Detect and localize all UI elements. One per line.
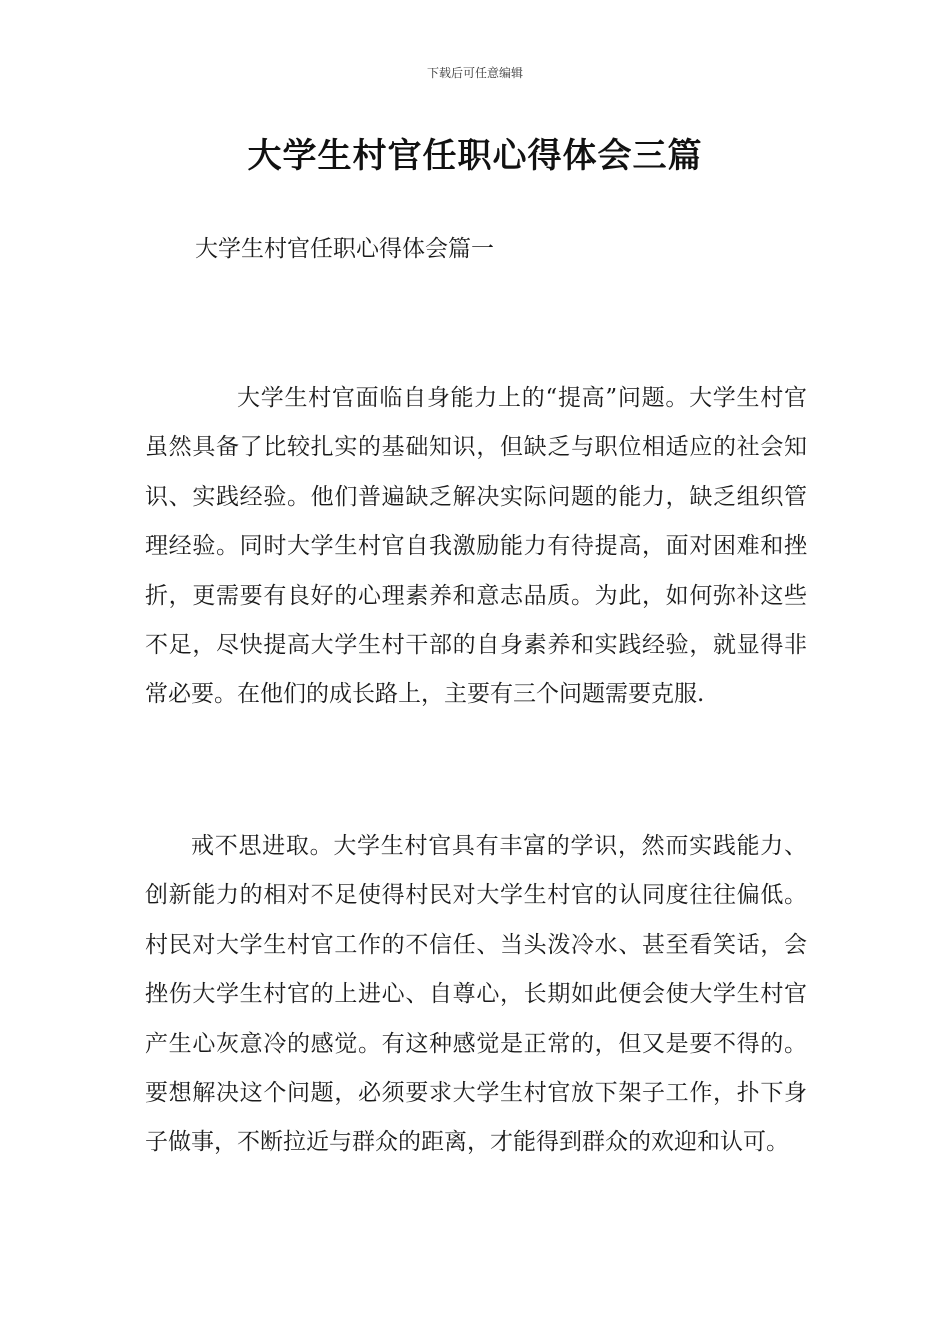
- body-paragraph: 戒不思进取。大学生村官具有丰富的学识，然而实践能力、创新能力的相对不足使得村民对大学生村官的认同度往往偏低。村民对大学生村官工作的不信任、当头泼冷水、甚至看笑话，会挫伤大学生村官的上进心、自尊心，长期如此便会使大学生村官产生心灰意冷的感觉。有这种感觉是正常的，但又是要不得的。要想解决这个问题，必须要求大学生村官放下架子工作，扑下身子做事，不断拉近与群众的距离，才能得到群众的欢迎和认可。: [145, 833, 807, 1156]
- body-paragraph: 大学生村官面临自身能力上的“提高”问题。大学生村官虽然具备了比较扎实的基础知识，但缺乏与职位相适应的社会知识、实践经验。他们普遍缺乏解决实际问题的能力，缺乏组织管理经验。同时大学生村官自我激励能力有待提高，面对困难和挫折，更需要有良好的心理素养和意志品质。为此，如何弥补这些不足，尽快提高大学生村干部的自身素养和实践经验，就显得非常必要。在他们的成长路上，主要有三个问题需要克服.: [145, 385, 807, 708]
- document-title: 大学生村官任职心得体会三篇: [247, 136, 703, 176]
- header-note: 下载后可任意编辑: [426, 66, 523, 80]
- section-subtitle: 大学生村官任职心得体会篇一: [195, 236, 494, 262]
